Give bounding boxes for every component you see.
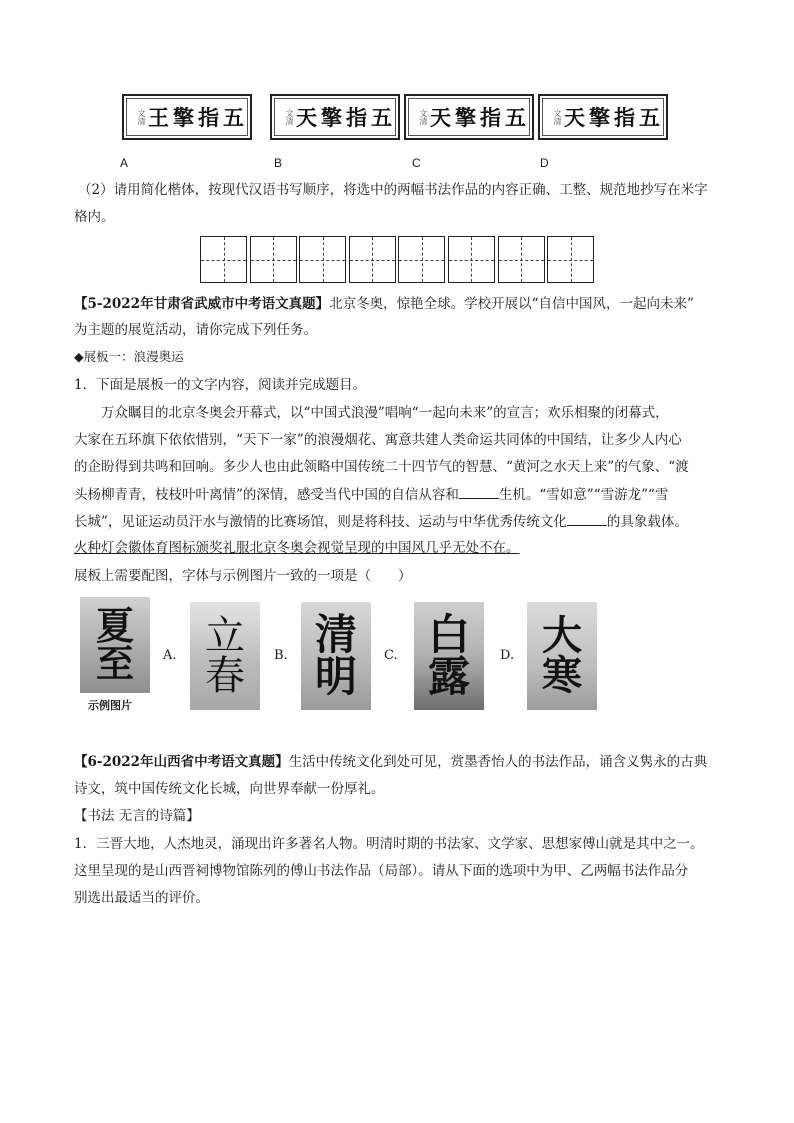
calligraphy-frame-a (122, 94, 252, 140)
frame-seal: 文清 (553, 109, 562, 125)
section-6-intro-line-1 (74, 752, 707, 772)
option-label-a: A (120, 156, 129, 170)
passage-line-1: 万众瞩目的北京冬奥会开幕式，以“中国式浪漫”唱响“一起向未来”的宣言；欢乐相聚的闭幕式， (101, 405, 669, 421)
passage-line-4 (74, 484, 668, 505)
passage-line-5-a: 长城”，见证运动员汗水与激情的比赛场馆，则是将科技、运动与中华优秀传统文化 (74, 514, 567, 530)
passage-line-2: 大家在五环旗下依依惜别，“天下一家”的浪漫烟花、寓意共建人类命运共同体的中国结，让多少人内心 (74, 432, 682, 448)
picture-question: 展板上需要配图，字体与示例图片一致的一项是（ ） (74, 568, 412, 584)
option-label-c: C (412, 156, 421, 170)
rice-grid (200, 236, 597, 283)
sample-char: 夏 (95, 603, 134, 648)
grid-cell[interactable] (250, 236, 297, 283)
frame-calligraphy: 天擎指五 (296, 105, 396, 130)
picture-option-label-a: A. (163, 648, 177, 663)
picture-option-label-c: C. (384, 648, 398, 663)
calligraphy-frame-b (270, 94, 400, 140)
question-2-line-2: 格内。 (74, 209, 115, 225)
option-c-char: 露 (427, 652, 470, 701)
option-label-d: D (540, 156, 549, 170)
passage-line-4-b: 生机。“雪如意”“雪游龙”“雪 (498, 487, 669, 503)
sample-caption: 示例图片 (88, 699, 132, 712)
section-6-question-line-3: 别选出最适当的评价。 (74, 890, 209, 906)
option-a-char: 立 (205, 613, 245, 659)
picture-option-a[interactable] (190, 602, 260, 710)
section-5-intro-line-2: 为主题的展览活动，请你完成下列任务。 (74, 322, 317, 338)
board-heading: ◆展板一：浪漫奥运 (74, 349, 184, 364)
option-c-char: 白 (427, 610, 470, 659)
option-d-char: 寒 (542, 652, 582, 699)
grid-cell[interactable] (398, 236, 445, 283)
question-2-line-1: （2）请用简化楷体，按现代汉语书写顺序，将选中的两幅书法作品的内容正确、工整、规范地抄写在米字 (78, 182, 708, 198)
grid-cell[interactable] (547, 236, 594, 283)
option-b-char: 明 (314, 652, 357, 701)
section-6-intro-text: 生活中传统文化到处可见，赏墨香怡人的书法作品，诵含义隽永的古典 (288, 754, 708, 770)
section-5-intro-line-1 (74, 294, 694, 314)
section-5-tag: 【5-2022年甘肃省武威市中考语文真题】 (74, 296, 330, 312)
passage-line-3: 的企盼得到共鸣和回响。多少人也由此领略中国传统二十四节气的智慧、“黄河之水天上来”的气象、“渡 (74, 459, 689, 475)
picture-option-label-d: D. (500, 648, 515, 663)
picture-option-label-b: B. (274, 648, 288, 663)
fill-blank-2[interactable] (567, 511, 607, 526)
passage-line-5-b: 的具象载体。 (606, 514, 688, 530)
frame-calligraphy: 王擎指五 (148, 105, 248, 130)
question-1-prompt: 1．下面是展板一的文字内容，阅读并完成题目。 (74, 377, 367, 393)
calligraphy-frame-d (538, 94, 668, 140)
grid-cell[interactable] (498, 236, 545, 283)
picture-option-c[interactable] (414, 602, 484, 710)
grid-cell[interactable] (299, 236, 346, 283)
section-5-intro-text: 北京冬奥，惊艳全球。学校开展以“自信中国风，一起向未来” (329, 296, 694, 312)
grid-cell[interactable] (349, 236, 396, 283)
frame-seal: 文清 (137, 109, 146, 125)
option-b-char: 清 (314, 610, 357, 659)
passage-line-5 (74, 511, 688, 532)
fill-blank-1[interactable] (459, 484, 499, 499)
sample-picture (80, 597, 150, 693)
picture-option-d[interactable] (527, 602, 597, 710)
frame-seal: 文清 (285, 109, 294, 125)
grid-cell[interactable] (200, 236, 247, 283)
frame-seal: 文清 (419, 109, 428, 125)
section-6-tag: 【6-2022年山西省中考语文真题】 (74, 754, 289, 770)
grid-cell[interactable] (448, 236, 495, 283)
section-6-question-line-2: 这里呈现的是山西晋祠博物馆陈列的傅山书法作品（局部）。请从下面的选项中为甲、乙两幅书法作品分 (74, 863, 689, 879)
section-6-intro-line-2: 诗文，筑中国传统文化长城，向世界奉献一份厚礼。 (74, 781, 385, 797)
calligraphy-frame-c (404, 94, 534, 140)
passage-line-6: 火种灯会徽体育图标颁奖礼服北京冬奥会视觉呈现的中国风几乎无处不在。 (74, 540, 520, 556)
sample-char: 至 (95, 641, 134, 686)
option-d-char: 大 (542, 612, 582, 659)
frame-calligraphy: 天擎指五 (564, 105, 664, 130)
section-6-question-line-1: 1．三晋大地，人杰地灵，涌现出许多著名人物。明清时期的书法家、文学家、思想家傅山就是其中之一。 (74, 836, 704, 852)
option-label-b: B (274, 156, 283, 170)
calligraphy-section-heading: 【书法 无言的诗篇】 (74, 808, 200, 824)
passage-line-4-a: 头杨柳青青，枝枝叶叶离情”的深情，感受当代中国的自信从容和 (74, 487, 459, 503)
option-a-char: 春 (205, 653, 245, 699)
picture-option-b[interactable] (301, 602, 371, 710)
frame-calligraphy: 天擎指五 (430, 105, 530, 130)
